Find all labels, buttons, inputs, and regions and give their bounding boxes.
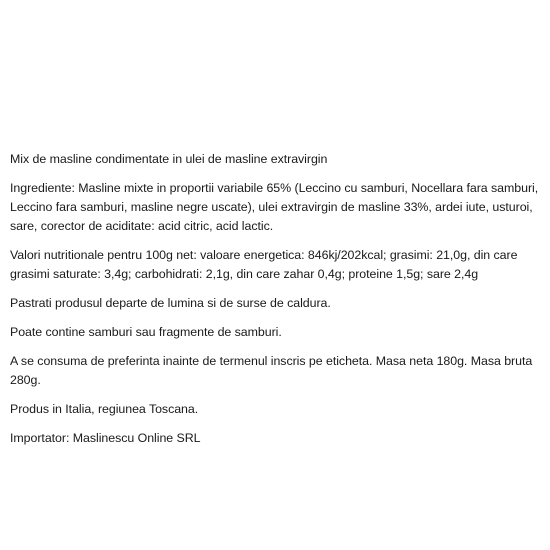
pits-warning: Poate contine samburi sau fragmente de samburi. [10,325,282,339]
importer-text: Importator: Maslinescu Online SRL [10,431,201,445]
consumption-and-weight: A se consuma de preferinta inainte de termenul inscris pe eticheta. Masa neta 180g. Masa bruta 280g. [10,354,533,387]
ingredients-text: Ingrediente: Masline mixte in proportii variabile 65% (Leccino cu samburi, Nocellara fara samburi, Leccino fara samburi, masline negre uscate), ulei extravirgin de masline 33%, ardei iute, usturoi, sare, corector de aciditate: acid citric, acid lactic. [10,181,539,233]
nutrition-values-text: Valori nutritionale pentru 100g net: valoare energetica: 846kj/202kcal; grasimi: 21,0g, din care grasimi saturate: 3,4g; carbohidrati: 2,1g, din care zahar 0,4g; proteine 1,5g; sare 2,4g [10,248,518,281]
product-title: Mix de masline condimentate in ulei de masline extravirgin [10,152,328,166]
storage-instructions: Pastrati produsul departe de lumina si de surse de caldura. [10,296,331,310]
product-description [10,150,542,458]
origin-text: Produs in Italia, regiunea Toscana. [10,402,199,416]
